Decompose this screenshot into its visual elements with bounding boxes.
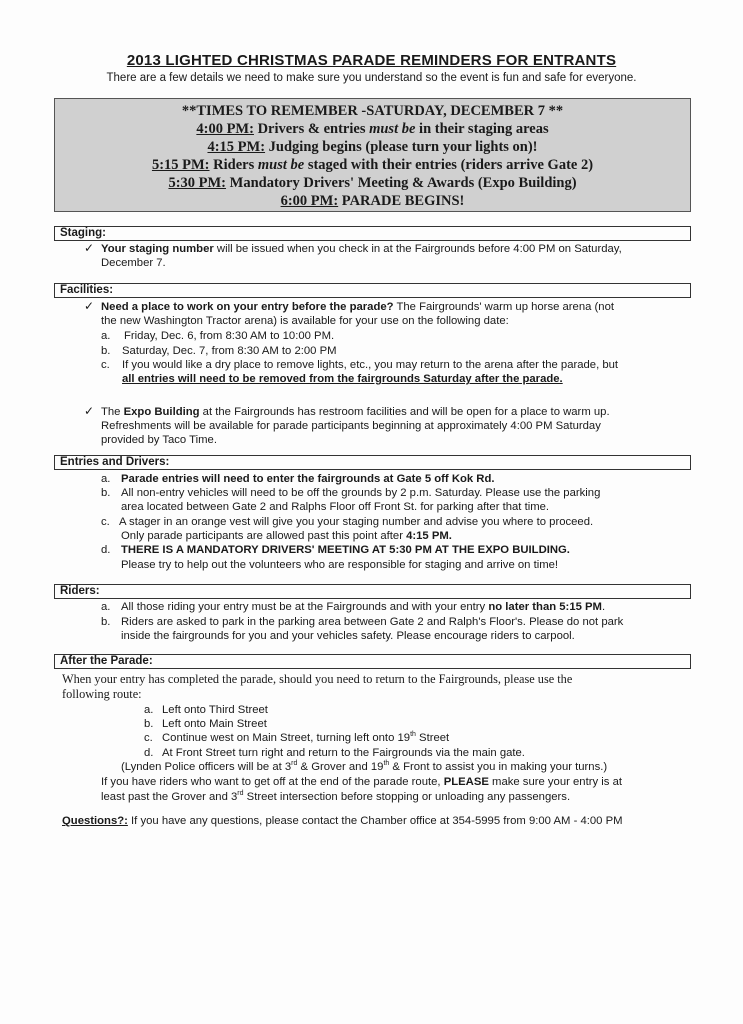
time-row	[55, 156, 690, 174]
document-title: 2013 LIGHTED CHRISTMAS PARADE REMINDERS FOR ENTRANTS	[126, 52, 617, 69]
list-item	[121, 600, 605, 614]
staging-bold: Your staging number	[101, 243, 214, 255]
list-item: area located between Gate 2 and Ralphs Floor off Front St. for parking after that time.	[121, 501, 550, 513]
questions-text: If you have any questions, please contact the Chamber office at 354-5995 from 9:00 AM - 4:00 PM	[127, 815, 623, 827]
riders-note-text: make sure your entry is at	[488, 776, 622, 788]
riders-note-text: least past the Grover and 3	[101, 791, 238, 803]
list-item-letter: a.	[101, 330, 111, 342]
list-item-text: All those riding your entry must be at the Fairgrounds and with your entry	[121, 601, 489, 613]
route-letter: d.	[144, 747, 154, 759]
facilities-bold: Need a place to work on your entry before the parade?	[101, 301, 394, 313]
facilities-bold: Expo Building	[123, 406, 200, 418]
list-item-letter: a.	[101, 473, 111, 485]
route-item: At Front Street turn right and return to the Fairgrounds via the main gate.	[162, 747, 525, 759]
riders-note	[101, 790, 570, 804]
route-text: Continue west on Main Street, turning left onto 19	[162, 732, 411, 744]
route-letter: c.	[144, 732, 153, 744]
facilities-text: The Fairgrounds' warm up horse arena (not	[393, 301, 615, 313]
police-sup: th	[383, 760, 390, 768]
time-text: Mandatory Drivers' Meeting & Awards (Expo Building)	[226, 175, 577, 191]
police-text: & Grover and 19	[297, 761, 384, 773]
staging-line: December 7.	[101, 257, 166, 269]
list-item-letter: d.	[101, 544, 111, 556]
list-item: A stager in an orange vest will give you your staging number and advise you where to proceed.	[119, 516, 594, 528]
section-heading-facilities: Facilities:	[54, 283, 691, 298]
facilities-line: Refreshments will be available for parade participants beginning at approximately 4:00 PM Saturday	[101, 420, 601, 432]
list-item-letter: b.	[101, 616, 111, 628]
facilities-line	[101, 300, 614, 314]
police-note	[121, 760, 607, 774]
questions-label: Questions?:	[62, 815, 128, 827]
riders-note-text: Street intersection before stopping or unloading any passengers.	[243, 791, 571, 803]
time-label: 5:30 PM:	[168, 175, 227, 191]
riders-note-text: If you have riders who want to get off at the end of the parade route,	[101, 776, 444, 788]
route-letter: a.	[144, 704, 154, 716]
section-heading-staging: Staging:	[54, 226, 691, 241]
time-label: 6:00 PM:	[280, 193, 339, 209]
checkmark-icon: ✓	[84, 404, 95, 418]
route-item: Left onto Main Street	[162, 718, 267, 730]
checkmark-icon: ✓	[84, 299, 95, 313]
times-header: **TIMES TO REMEMBER -SATURDAY, DECEMBER 7 **	[181, 103, 564, 119]
time-label: 4:00 PM:	[196, 121, 254, 137]
list-item-letter: c.	[101, 516, 110, 528]
section-heading-after: After the Parade:	[54, 654, 691, 669]
time-text: Drivers & entries	[253, 121, 370, 137]
list-item: Friday, Dec. 6, from 8:30 AM to 10:00 PM.	[124, 330, 335, 342]
section-heading-riders: Riders:	[54, 584, 691, 599]
facilities-line: the new Washington Tractor arena) is available for your use on the following date:	[101, 315, 509, 327]
route-letter: b.	[144, 718, 154, 730]
time-text: PARADE BEGINS!	[338, 193, 465, 209]
list-item-letter: a.	[101, 601, 111, 613]
list-item: inside the fairgrounds for you and your vehicles safety. Please encourage riders to carpool.	[121, 630, 575, 642]
after-paragraph: When your entry has completed the parade, should you need to return to the Fairgrounds, please use the	[62, 672, 573, 686]
riders-note	[101, 775, 622, 789]
checkmark-icon: ✓	[84, 241, 95, 255]
intro-text: There are a few details we need to make sure you understand so the event is fun and safe for everyone.	[106, 72, 637, 84]
list-item-letter: b.	[101, 487, 111, 499]
list-item: Saturday, Dec. 7, from 8:30 AM to 2:00 PM	[122, 345, 337, 357]
time-row	[55, 174, 690, 192]
time-label: 5:15 PM:	[151, 157, 210, 173]
staging-line	[101, 242, 622, 256]
list-item: THERE IS A MANDATORY DRIVERS' MEETING AT 5:30 PM AT THE EXPO BUILDING.	[121, 544, 570, 556]
route-text: Street	[415, 732, 450, 744]
list-item-text: Only parade participants are allowed past this point after	[121, 530, 407, 542]
time-text: Judging begins (please turn your lights on)!	[265, 139, 538, 155]
route-sup: th	[410, 731, 416, 739]
list-item: If you would like a dry place to remove lights, etc., you may return to the arena after the parade, but	[122, 359, 619, 371]
list-item-emphasis: all entries will need to be removed from the fairgrounds Saturday after the parade.	[122, 373, 563, 385]
riders-note-bold: PLEASE	[443, 776, 489, 788]
time-text: Riders	[209, 157, 258, 173]
time-emphasis: must be	[257, 157, 305, 173]
police-text: (Lynden Police officers will be at 3	[121, 761, 292, 773]
police-text: & Front to assist you in making your turns.)	[389, 761, 608, 773]
facilities-line: provided by Taco Time.	[101, 434, 217, 446]
list-item-bold: 4:15 PM.	[406, 530, 452, 542]
times-box	[54, 98, 691, 212]
police-sup: rd	[291, 760, 298, 768]
list-item-text: .	[601, 601, 606, 613]
list-item: All non-entry vehicles will need to be off the grounds by 2 p.m. Saturday. Please use the parking	[121, 487, 601, 499]
time-row	[55, 138, 690, 156]
time-emphasis: must be	[369, 121, 416, 137]
list-item: Please try to help out the volunteers who are responsible for staging and arrive on time!	[121, 559, 559, 571]
route-item: Left onto Third Street	[162, 704, 268, 716]
section-heading-entries: Entries and Drivers:	[54, 455, 691, 470]
facilities-line	[101, 405, 610, 419]
list-item-letter: b.	[101, 345, 111, 357]
list-item: Parade entries will need to enter the fairgrounds at Gate 5 off Kok Rd.	[121, 473, 495, 485]
list-item: Riders are asked to park in the parking area between Gate 2 and Ralph's Floor's. Please do not park	[121, 616, 624, 628]
staging-text: will be issued when you check in at the Fairgrounds before 4:00 PM on Saturday,	[213, 243, 622, 255]
time-row	[55, 192, 690, 210]
time-text: in their staging areas	[415, 121, 549, 137]
questions-line	[62, 814, 623, 828]
time-row	[55, 120, 690, 138]
time-label: 4:15 PM:	[207, 139, 266, 155]
after-paragraph: following route:	[62, 687, 142, 701]
list-item	[121, 529, 452, 543]
route-item	[162, 731, 449, 745]
list-item-letter: c.	[101, 359, 110, 371]
facilities-text: The	[101, 406, 124, 418]
facilities-text: at the Fairgrounds has restroom facilities and will be open for a place to warm up.	[199, 406, 610, 418]
time-text: staged with their entries (riders arrive Gate 2)	[304, 157, 594, 173]
list-item-bold: no later than 5:15 PM	[488, 601, 602, 613]
riders-note-sup: rd	[237, 790, 244, 798]
